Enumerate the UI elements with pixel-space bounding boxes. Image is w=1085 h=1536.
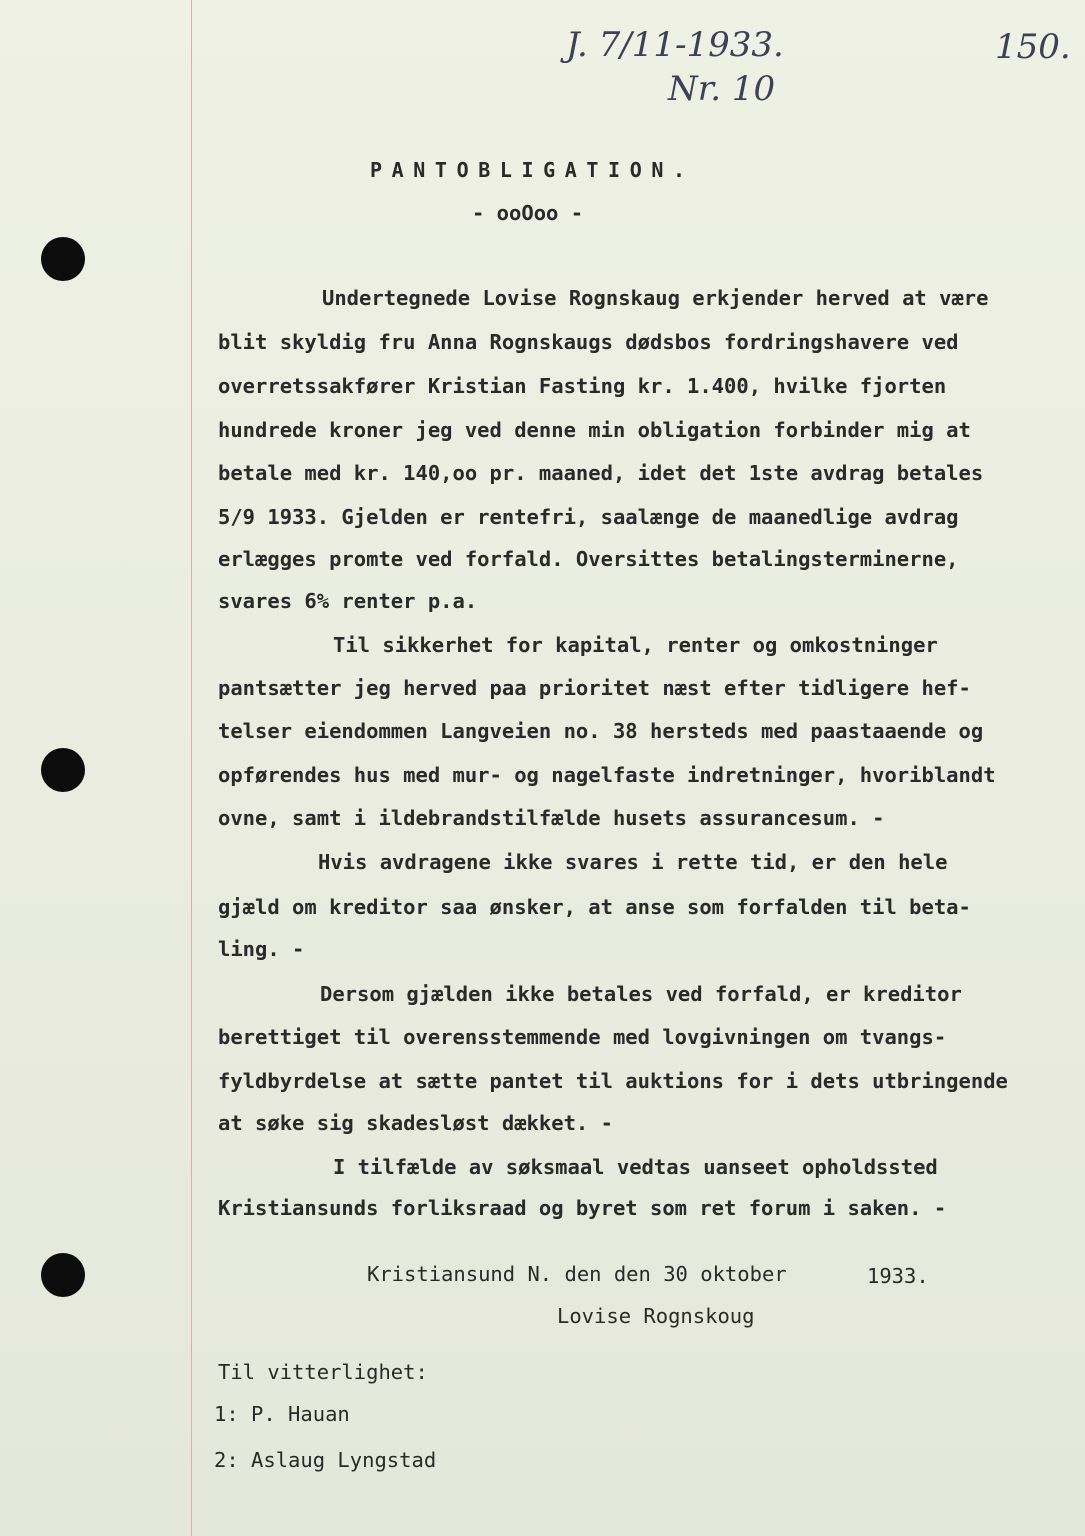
witness-2: 2: Aslaug Lyngstad [214,1448,437,1472]
text-line: gjæld om kreditor saa ønsker, at anse som forfalden til beta- [218,895,971,919]
text-line: svares 6% renter p.a. [218,589,478,613]
place-date: Kristiansund N. den den 30 oktober [367,1262,787,1286]
document-title: PANTOBLIGATION. [370,158,695,182]
signature: Lovise Rognskoug [557,1304,755,1328]
text-line: telser eiendommen Langveien no. 38 hersteds med paastaaende og [218,719,984,743]
punch-hole-middle [41,748,85,792]
margin-rule [191,0,192,1536]
witness-1: 1: P. Hauan [214,1402,350,1426]
text-line: overretssakfører Kristian Fasting kr. 1.400, hvilke fjorten [218,374,947,398]
text-line: I tilfælde av søksmaal vedtas uanseet opholdssted [333,1155,938,1179]
title-separator: - ooOoo - [472,201,584,225]
text-line: pantsætter jeg herved paa prioritet næst efter tidligere hef- [218,676,971,700]
text-line: Undertegnede Lovise Rognskaug erkjender herved at være [322,286,989,310]
witness-heading: Til vitterlighet: [218,1360,428,1384]
text-line: blit skyldig fru Anna Rognskaugs dødsbos fordringshavere ved [218,330,959,354]
text-line: berettiget til overensstemmende med lovgivningen om tvangs- [218,1025,947,1049]
text-line: Kristiansunds forliksraad og byret som ret forum i saken. - [218,1196,947,1220]
text-line: erlægges promte ved forfald. Oversittes betalingsterminerne, [218,547,959,571]
page-number: 150. [995,27,1071,67]
punch-hole-top [41,237,85,281]
text-line: at søke sig skadesløst dækket. - [218,1111,613,1135]
number-mark: Nr. 10 [668,69,776,109]
text-line: opførendes hus med mur- og nagelfaste indretninger, hvoriblandt [218,763,996,787]
text-line: fyldbyrdelse at sætte pantet til auktions for i dets utbringende [218,1069,1008,1093]
text-line: ovne, samt i ildebrandstilfælde husets assurancesum. - [218,806,885,830]
text-line: ling. - [218,937,305,961]
text-line: betale med kr. 140,oo pr. maaned, idet det 1ste avdrag betales [218,461,984,485]
text-line: 5/9 1933. Gjelden er rentefri, saalænge de maanedlige avdrag [218,505,959,529]
text-line: hundrede kroner jeg ved denne min obligation forbinder mig at [218,418,971,442]
text-line: Til sikkerhet for kapital, renter og omkostninger [333,633,938,657]
text-line: Hvis avdragene ikke svares i rette tid, er den hele [318,850,948,874]
text-line: Dersom gjælden ikke betales ved forfald, er kreditor [320,982,962,1006]
year: 1933. [867,1264,929,1288]
date-mark: J. 7/11-1933. [566,25,784,65]
punch-hole-bottom [41,1253,85,1297]
